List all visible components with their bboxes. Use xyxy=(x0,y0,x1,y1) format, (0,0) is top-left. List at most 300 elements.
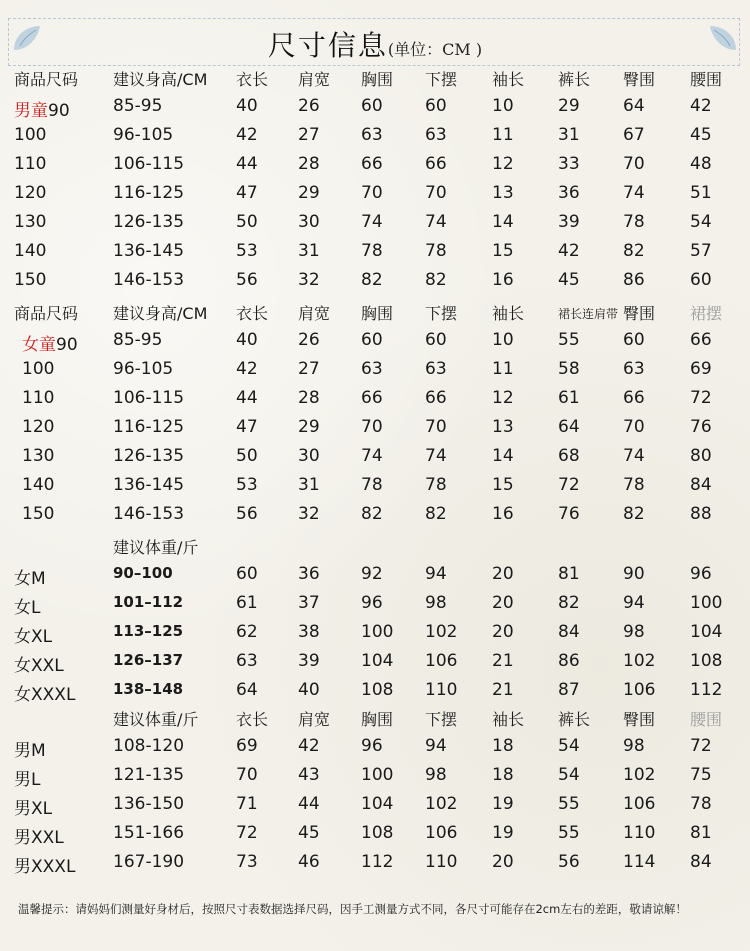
table-cell: 54 xyxy=(558,765,580,785)
boys-header-row xyxy=(0,67,750,95)
table-cell: 66 xyxy=(623,388,645,408)
table-cell: 96 xyxy=(361,593,383,613)
size-label: 100 xyxy=(14,125,47,145)
table-cell: 106-115 xyxy=(113,154,185,174)
column-header: 裙长连肩带 xyxy=(558,307,619,321)
table-cell: 53 xyxy=(236,241,258,261)
table-cell: 60 xyxy=(361,330,383,350)
table-row xyxy=(0,417,750,445)
table-cell: 106 xyxy=(425,823,458,843)
table-cell: 94 xyxy=(425,564,447,584)
column-header: 下摆 xyxy=(425,70,458,89)
column-header: 下摆 xyxy=(425,304,458,323)
table-cell: 82 xyxy=(425,504,447,524)
table-cell: 38 xyxy=(298,622,320,642)
table-cell: 63 xyxy=(425,125,447,145)
table-cell: 63 xyxy=(425,359,447,379)
table-cell: 136-150 xyxy=(113,794,185,814)
table-cell: 31 xyxy=(558,125,580,145)
table-cell: 112 xyxy=(361,852,394,872)
table-cell: 64 xyxy=(623,96,645,116)
table-cell: 68 xyxy=(558,446,580,466)
table-cell: 70 xyxy=(361,417,383,437)
table-cell: 101–112 xyxy=(113,593,184,611)
table-cell: 167-190 xyxy=(113,852,185,872)
table-cell: 63 xyxy=(361,125,383,145)
table-cell: 42 xyxy=(690,96,712,116)
table-cell: 110 xyxy=(623,823,656,843)
table-cell: 121-135 xyxy=(113,765,185,785)
column-header: 臀围 xyxy=(623,70,656,89)
table-cell: 116-125 xyxy=(113,417,185,437)
table-cell: 69 xyxy=(236,736,258,756)
boys-label-prefix: 男童 xyxy=(14,101,48,121)
table-cell: 18 xyxy=(492,765,514,785)
table-cell: 98 xyxy=(425,593,447,613)
column-header: 裙摆 xyxy=(690,304,723,323)
table-cell: 73 xyxy=(236,852,258,872)
column-header: 下摆 xyxy=(425,710,458,729)
table-cell: 45 xyxy=(558,270,580,290)
table-cell: 66 xyxy=(425,388,447,408)
table-row xyxy=(0,823,750,851)
table-cell: 42 xyxy=(298,736,320,756)
table-cell: 54 xyxy=(690,212,712,232)
size-label: 140 xyxy=(22,475,55,495)
size-label: 男XXL xyxy=(14,828,64,848)
table-cell: 47 xyxy=(236,417,258,437)
size-label: 130 xyxy=(14,212,47,232)
column-header: 建议身高/CM xyxy=(113,70,208,89)
table-cell: 19 xyxy=(492,823,514,843)
table-cell: 60 xyxy=(623,330,645,350)
table-cell: 44 xyxy=(236,154,258,174)
table-cell: 74 xyxy=(623,183,645,203)
table-cell: 53 xyxy=(236,475,258,495)
table-row xyxy=(0,154,750,182)
size-label: 100 xyxy=(22,359,55,379)
table-cell: 16 xyxy=(492,270,514,290)
table-cell: 29 xyxy=(298,183,320,203)
table-cell: 108-120 xyxy=(113,736,185,756)
table-cell: 18 xyxy=(492,736,514,756)
table-cell: 96 xyxy=(690,564,712,584)
size-label: 女M xyxy=(14,569,46,589)
table-row xyxy=(0,125,750,153)
table-cell: 11 xyxy=(492,359,514,379)
column-header: 建议体重/斤 xyxy=(113,710,199,729)
table-cell: 98 xyxy=(623,736,645,756)
table-cell: 51 xyxy=(690,183,712,203)
table-cell: 39 xyxy=(558,212,580,232)
table-cell: 90–100 xyxy=(113,564,173,582)
size-label: 140 xyxy=(14,241,47,261)
table-cell: 62 xyxy=(236,622,258,642)
table-cell: 10 xyxy=(492,96,514,116)
table-cell: 136-145 xyxy=(113,475,185,495)
column-header: 胸围 xyxy=(361,304,394,323)
table-cell: 96 xyxy=(361,736,383,756)
table-cell: 100 xyxy=(361,765,394,785)
table-cell: 30 xyxy=(298,212,320,232)
table-cell: 60 xyxy=(425,330,447,350)
table-cell: 63 xyxy=(236,651,258,671)
table-cell: 26 xyxy=(298,96,320,116)
table-cell: 36 xyxy=(558,183,580,203)
table-cell: 61 xyxy=(558,388,580,408)
table-row xyxy=(0,388,750,416)
table-cell: 66 xyxy=(425,154,447,174)
table-cell: 26 xyxy=(298,330,320,350)
table-cell: 39 xyxy=(298,651,320,671)
table-cell: 86 xyxy=(623,270,645,290)
table-cell: 60 xyxy=(236,564,258,584)
table-cell: 21 xyxy=(492,651,514,671)
table-cell: 74 xyxy=(623,446,645,466)
title-unit: (单位：CM ) xyxy=(387,40,483,59)
size-label: 120 xyxy=(22,417,55,437)
column-header: 商品尺码 xyxy=(14,304,79,323)
table-cell: 104 xyxy=(361,651,394,671)
table-cell: 29 xyxy=(298,417,320,437)
table-cell: 72 xyxy=(236,823,258,843)
table-cell: 78 xyxy=(690,794,712,814)
table-cell: 55 xyxy=(558,823,580,843)
column-header: 臀围 xyxy=(623,304,656,323)
table-cell: 86 xyxy=(558,651,580,671)
table-cell: 82 xyxy=(623,241,645,261)
table-cell: 12 xyxy=(492,388,514,408)
table-cell: 44 xyxy=(236,388,258,408)
table-row xyxy=(0,212,750,240)
table-cell: 67 xyxy=(623,125,645,145)
table-cell: 87 xyxy=(558,680,580,700)
table-cell: 31 xyxy=(298,475,320,495)
size-label: 男XXXL xyxy=(14,857,76,877)
table-cell: 28 xyxy=(298,388,320,408)
table-cell: 136-145 xyxy=(113,241,185,261)
table-cell: 102 xyxy=(425,794,458,814)
table-row xyxy=(0,183,750,211)
table-cell: 74 xyxy=(361,212,383,232)
table-cell: 66 xyxy=(361,388,383,408)
table-cell: 69 xyxy=(690,359,712,379)
table-cell: 29 xyxy=(558,96,580,116)
table-cell: 75 xyxy=(690,765,712,785)
table-cell: 96-105 xyxy=(113,125,174,145)
column-header: 袖长 xyxy=(492,304,525,323)
table-cell: 11 xyxy=(492,125,514,145)
table-row xyxy=(0,359,750,387)
table-cell: 112 xyxy=(690,680,723,700)
table-cell: 138–148 xyxy=(113,680,184,698)
table-cell: 10 xyxy=(492,330,514,350)
size-label: 130 xyxy=(22,446,55,466)
table-cell: 146-153 xyxy=(113,270,185,290)
table-cell: 108 xyxy=(361,823,394,843)
table-cell: 64 xyxy=(558,417,580,437)
table-cell: 70 xyxy=(236,765,258,785)
size-label xyxy=(14,96,70,121)
table-cell: 57 xyxy=(690,241,712,261)
table-cell: 108 xyxy=(690,651,723,671)
table-cell: 85-95 xyxy=(113,96,163,116)
table-cell: 81 xyxy=(558,564,580,584)
table-cell: 82 xyxy=(361,504,383,524)
size-label: 110 xyxy=(14,154,47,174)
table-cell: 66 xyxy=(361,154,383,174)
table-cell: 20 xyxy=(492,852,514,872)
table-cell: 32 xyxy=(298,270,320,290)
page-title xyxy=(0,24,750,64)
column-header: 衣长 xyxy=(236,70,269,89)
table-cell: 76 xyxy=(558,504,580,524)
girls-header-row xyxy=(0,301,750,329)
men-header-row xyxy=(0,707,750,735)
table-cell: 72 xyxy=(558,475,580,495)
table-cell: 13 xyxy=(492,183,514,203)
size-label: 110 xyxy=(22,388,55,408)
table-cell: 36 xyxy=(298,564,320,584)
table-cell: 58 xyxy=(558,359,580,379)
table-cell: 110 xyxy=(425,852,458,872)
table-cell: 114 xyxy=(623,852,656,872)
table-cell: 70 xyxy=(623,154,645,174)
table-row xyxy=(0,794,750,822)
column-header: 肩宽 xyxy=(298,304,331,323)
table-cell: 72 xyxy=(690,388,712,408)
table-cell: 61 xyxy=(236,593,258,613)
table-cell: 126-135 xyxy=(113,212,185,232)
table-cell: 48 xyxy=(690,154,712,174)
table-cell: 40 xyxy=(236,96,258,116)
table-cell: 14 xyxy=(492,212,514,232)
table-cell: 80 xyxy=(690,446,712,466)
table-cell: 94 xyxy=(623,593,645,613)
table-cell: 104 xyxy=(690,622,723,642)
table-cell: 50 xyxy=(236,212,258,232)
table-row xyxy=(0,765,750,793)
size-label: 女XL xyxy=(14,627,53,647)
table-cell: 98 xyxy=(425,765,447,785)
table-cell: 16 xyxy=(492,504,514,524)
table-cell: 45 xyxy=(298,823,320,843)
table-cell: 43 xyxy=(298,765,320,785)
table-cell: 78 xyxy=(361,475,383,495)
table-cell: 40 xyxy=(298,680,320,700)
table-cell: 55 xyxy=(558,794,580,814)
table-cell: 126–137 xyxy=(113,651,184,669)
table-row xyxy=(0,622,750,650)
table-cell: 20 xyxy=(492,593,514,613)
table-cell: 94 xyxy=(425,736,447,756)
column-header: 建议身高/CM xyxy=(113,304,208,323)
table-cell: 44 xyxy=(298,794,320,814)
table-cell: 60 xyxy=(690,270,712,290)
table-cell: 88 xyxy=(690,504,712,524)
table-row xyxy=(0,504,750,532)
table-cell: 113–125 xyxy=(113,622,184,640)
table-cell: 78 xyxy=(623,212,645,232)
column-header: 袖长 xyxy=(492,710,525,729)
table-row xyxy=(0,96,750,124)
table-cell: 70 xyxy=(425,417,447,437)
table-cell: 81 xyxy=(690,823,712,843)
table-cell: 74 xyxy=(425,446,447,466)
size-label: 150 xyxy=(22,504,55,524)
table-cell: 42 xyxy=(236,359,258,379)
table-cell: 74 xyxy=(361,446,383,466)
table-cell: 55 xyxy=(558,330,580,350)
column-header: 裤长 xyxy=(558,70,591,89)
table-cell: 78 xyxy=(623,475,645,495)
table-row xyxy=(0,330,750,358)
table-cell: 106 xyxy=(623,680,656,700)
table-cell: 78 xyxy=(361,241,383,261)
table-cell: 20 xyxy=(492,564,514,584)
column-header: 肩宽 xyxy=(298,70,331,89)
table-row xyxy=(0,446,750,474)
table-cell: 100 xyxy=(690,593,723,613)
table-cell: 106-115 xyxy=(113,388,185,408)
table-cell: 71 xyxy=(236,794,258,814)
table-cell: 82 xyxy=(623,504,645,524)
table-cell: 100 xyxy=(361,622,394,642)
table-cell: 84 xyxy=(558,622,580,642)
table-row xyxy=(0,651,750,679)
table-row xyxy=(0,475,750,503)
column-header: 肩宽 xyxy=(298,710,331,729)
table-row xyxy=(0,270,750,298)
table-cell: 66 xyxy=(690,330,712,350)
column-header: 胸围 xyxy=(361,70,394,89)
size-label: 男M xyxy=(14,741,46,761)
girls-label-prefix: 女童 xyxy=(22,335,56,355)
table-cell: 78 xyxy=(425,241,447,261)
table-cell: 110 xyxy=(425,680,458,700)
column-header: 袖长 xyxy=(492,70,525,89)
size-value: 90 xyxy=(56,335,78,355)
table-cell: 106 xyxy=(425,651,458,671)
table-cell: 70 xyxy=(623,417,645,437)
table-cell: 84 xyxy=(690,475,712,495)
table-cell: 27 xyxy=(298,359,320,379)
table-cell: 60 xyxy=(425,96,447,116)
size-label: 女L xyxy=(14,598,41,618)
table-cell: 70 xyxy=(425,183,447,203)
column-header: 腰围 xyxy=(690,70,723,89)
column-header: 衣长 xyxy=(236,710,269,729)
table-cell: 45 xyxy=(690,125,712,145)
table-cell: 63 xyxy=(623,359,645,379)
table-cell: 116-125 xyxy=(113,183,185,203)
table-cell: 56 xyxy=(558,852,580,872)
table-cell: 20 xyxy=(492,622,514,642)
table-cell: 85-95 xyxy=(113,330,163,350)
table-cell: 82 xyxy=(558,593,580,613)
table-cell: 108 xyxy=(361,680,394,700)
table-cell: 12 xyxy=(492,154,514,174)
table-cell: 102 xyxy=(623,765,656,785)
column-header: 商品尺码 xyxy=(14,70,79,89)
table-cell: 46 xyxy=(298,852,320,872)
title-main: 尺寸信息 xyxy=(267,29,388,62)
table-row xyxy=(0,241,750,269)
table-cell: 15 xyxy=(492,241,514,261)
table-cell: 14 xyxy=(492,446,514,466)
table-row xyxy=(0,564,750,592)
table-cell: 13 xyxy=(492,417,514,437)
women-header-row xyxy=(0,535,750,563)
column-header: 臀围 xyxy=(623,710,656,729)
size-label: 120 xyxy=(14,183,47,203)
table-cell: 84 xyxy=(690,852,712,872)
table-cell: 82 xyxy=(361,270,383,290)
table-row xyxy=(0,852,750,880)
table-cell: 56 xyxy=(236,270,258,290)
table-cell: 102 xyxy=(425,622,458,642)
table-cell: 151-166 xyxy=(113,823,185,843)
table-cell: 30 xyxy=(298,446,320,466)
column-header: 胸围 xyxy=(361,710,394,729)
table-cell: 27 xyxy=(298,125,320,145)
table-cell: 126-135 xyxy=(113,446,185,466)
table-row xyxy=(0,593,750,621)
table-cell: 74 xyxy=(425,212,447,232)
size-label: 女XXXL xyxy=(14,685,76,705)
size-label: 男XL xyxy=(14,799,53,819)
table-cell: 42 xyxy=(236,125,258,145)
table-cell: 15 xyxy=(492,475,514,495)
table-cell: 64 xyxy=(236,680,258,700)
table-cell: 32 xyxy=(298,504,320,524)
table-cell: 102 xyxy=(623,651,656,671)
column-header: 腰围 xyxy=(690,710,723,729)
table-cell: 42 xyxy=(558,241,580,261)
table-cell: 60 xyxy=(361,96,383,116)
table-cell: 28 xyxy=(298,154,320,174)
table-cell: 146-153 xyxy=(113,504,185,524)
table-cell: 54 xyxy=(558,736,580,756)
table-cell: 19 xyxy=(492,794,514,814)
table-cell: 33 xyxy=(558,154,580,174)
table-cell: 31 xyxy=(298,241,320,261)
table-cell: 70 xyxy=(361,183,383,203)
table-cell: 21 xyxy=(492,680,514,700)
table-cell: 37 xyxy=(298,593,320,613)
table-cell: 76 xyxy=(690,417,712,437)
note-text: 温馨提示：请妈妈们测量好身材后，按照尺寸表数据选择尺码，因手工测量方式不同，各尺寸可能存在2cm左右的差距，敬请谅解！ xyxy=(18,902,687,916)
table-cell: 106 xyxy=(623,794,656,814)
table-cell: 90 xyxy=(623,564,645,584)
table-cell: 47 xyxy=(236,183,258,203)
column-header: 建议体重/斤 xyxy=(113,538,199,557)
table-cell: 82 xyxy=(425,270,447,290)
size-label xyxy=(22,330,78,355)
size-label: 150 xyxy=(14,270,47,290)
table-cell: 96-105 xyxy=(113,359,174,379)
table-cell: 92 xyxy=(361,564,383,584)
table-row xyxy=(0,680,750,708)
column-header: 衣长 xyxy=(236,304,269,323)
table-cell: 72 xyxy=(690,736,712,756)
column-header: 裤长 xyxy=(558,710,591,729)
size-value: 90 xyxy=(48,101,70,121)
table-cell: 104 xyxy=(361,794,394,814)
table-cell: 63 xyxy=(361,359,383,379)
size-label: 女XXL xyxy=(14,656,64,676)
table-cell: 56 xyxy=(236,504,258,524)
